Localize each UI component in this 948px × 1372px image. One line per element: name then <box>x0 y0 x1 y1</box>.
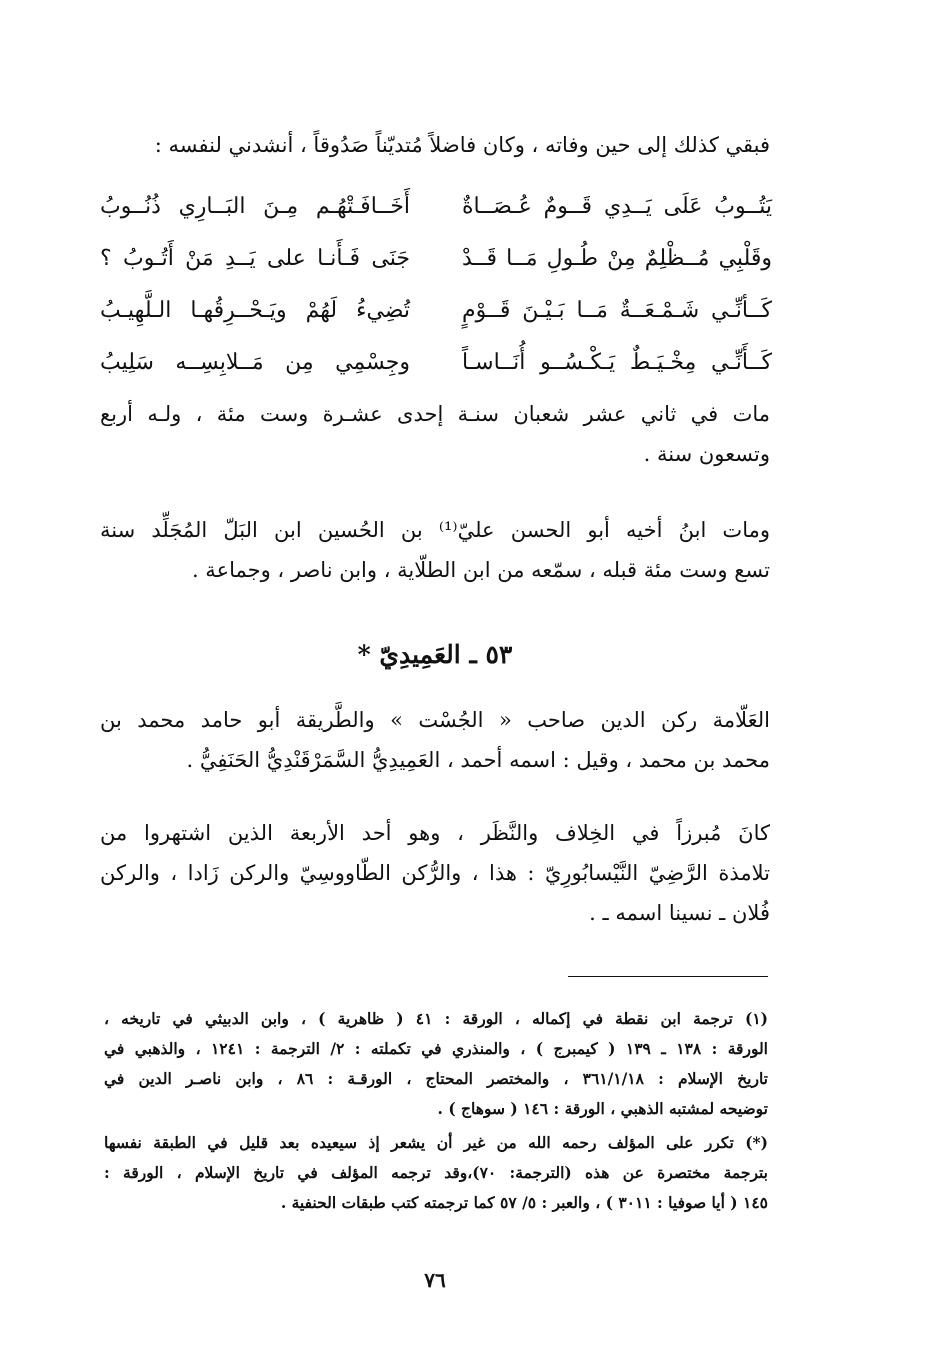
footnote-line: الورقة : ١٣٨ ـ ١٣٩ ( كيمبرج ) ، والمنذري في تكملته : ٢/ الترجمة : ١٢٤١ ، والذهبي في <box>104 1039 768 1058</box>
footnote-separator <box>568 976 768 977</box>
verse-first-hemistich: يَتُــوبُ عَلَى يَــدِي قَــومٌ عُـصَــاةٌ <box>462 193 772 219</box>
poem-verse <box>100 284 772 336</box>
paragraph-line: فُلان ـ نسينا اسمه ـ . <box>589 901 770 925</box>
paragraph-line: مات في ثاني عشر شعبان سنـة إحدى عشـرة وست مئة ، ولـه أربع <box>100 402 770 426</box>
footnote-line: تاريخ الإسلام : ٣٦١/١/١٨ ، والمختصر المحتاج ، الورقـة : ٨٦ ، وابن ناصـر الدين في <box>104 1069 768 1088</box>
paragraph-line: ومات ابنُ أخيه أبو الحسن عليّ⁽¹⁾ بن الحُسين ابن البَلّ المُجَلِّد سنة <box>100 518 770 542</box>
nephew-paragraph <box>100 510 770 590</box>
footnote-1 <box>104 1004 768 1124</box>
verse-second-hemistich: تُضِيءُ لَهُمْ ويَـحْــرِقُهـا الـلَّهِيـبُ <box>100 297 410 323</box>
verse-first-hemistich: وقَلْبِي مُــظْلِمٌ مِنْ طُـولِ مَــا قَــدْ <box>462 245 772 271</box>
intro-line: فبقي كذلك إلى حين وفاته ، وكان فاضلاً مُتديّناً صَدُوقاً ، أنشدني لنفسه : <box>154 133 770 157</box>
poem-verse <box>100 336 772 388</box>
page-number: ٧٦ <box>424 1268 446 1292</box>
verse-second-hemistich: وجِسْمِي مِن مَــلابِسِــه سَلِيبُ <box>100 349 410 375</box>
footnotes <box>104 1004 768 1218</box>
verse-second-hemistich: أَخَــافَـتْهُـم مِـنَ البَــارِي ذُنُــوبُ <box>100 193 410 219</box>
death-paragraph <box>100 394 770 474</box>
poem-verse <box>100 180 772 232</box>
verse-second-hemistich: جَنَى فَـأَنـا على يَــدِ مَنْ أَتُـوبُ ؟ <box>100 245 410 271</box>
paragraph-line: العَلّامة ركن الدين صاحب « الجُسْت » والطَّريقة أبو حامد محمد بن <box>100 708 770 732</box>
paragraph-line: وتسعون سنة . <box>643 442 770 466</box>
paragraph-line: تسع وست مئة قبله ، سمّعه من ابن الطلّاية ، وابن ناصر ، وجماعة . <box>191 558 770 582</box>
footnote-line: توضيحه لمشتبه الذهبي ، الورقة : ١٤٦ ( سوهاج ) . <box>437 1099 768 1118</box>
footnote-line: (١) ترجمة ابن نقطة في إكماله ، الورقة : ٤١ ( ظاهرية ) ، وابن الدبيثي في تاريخه ، <box>104 1009 768 1028</box>
scholar-paragraph <box>100 813 770 933</box>
poem <box>100 180 772 388</box>
footnote-line: (*) تكرر على المؤلف رحمه الله من غير أن يشعر إذ سيعيده بعد قليل في الطبقة نفسها <box>104 1133 768 1152</box>
footnote-line: ١٤٥ ( أيا صوفيا : ٣٠١١ ) ، والعبر : ٥/ ٥٧ كما ترجمته كتب طبقات الحنفية . <box>280 1193 768 1212</box>
paragraph-line: كانَ مُبرزاً في الخِلاف والنَّظَر ، وهو أحد الأربعة الذين اشتهروا من <box>100 821 770 845</box>
paragraph-line: محمد بن محمد ، وقيل : اسمه أحمد ، العَمِيدِيُّ السَّمَرْقَنْدِيُّ الحَنَفِيُّ . <box>186 748 770 772</box>
intro-paragraph <box>100 125 770 165</box>
paragraph-line: تلامذة الرَّضِيّ النَّيْسابُورِيّ : هذا ، والرُّكن الطّاووسِيّ والركن زَادا ، والركن <box>100 861 770 885</box>
verse-first-hemistich: كَــأنِّـي شَـمْـعَــةٌ مَــا بَـيْـنَ قَــوْمٍ <box>462 297 772 323</box>
footnote-star <box>104 1128 768 1218</box>
footnote-line: بترجمة مختصرة عن هذه (الترجمة: ٧٠)،وقد ترجمه المؤلف في تاريخ الإسلام ، الورقة : <box>104 1163 769 1182</box>
biography-paragraph <box>100 700 770 780</box>
poem-verse <box>100 232 772 284</box>
entry-heading: ٥٣ ـ العَمِيدِيّ * <box>357 640 513 669</box>
verse-first-hemistich: كَــأَنِّـي مِخْـيَـطٌ يَـكْـسُــو أُنَــاسـاً <box>462 349 772 375</box>
